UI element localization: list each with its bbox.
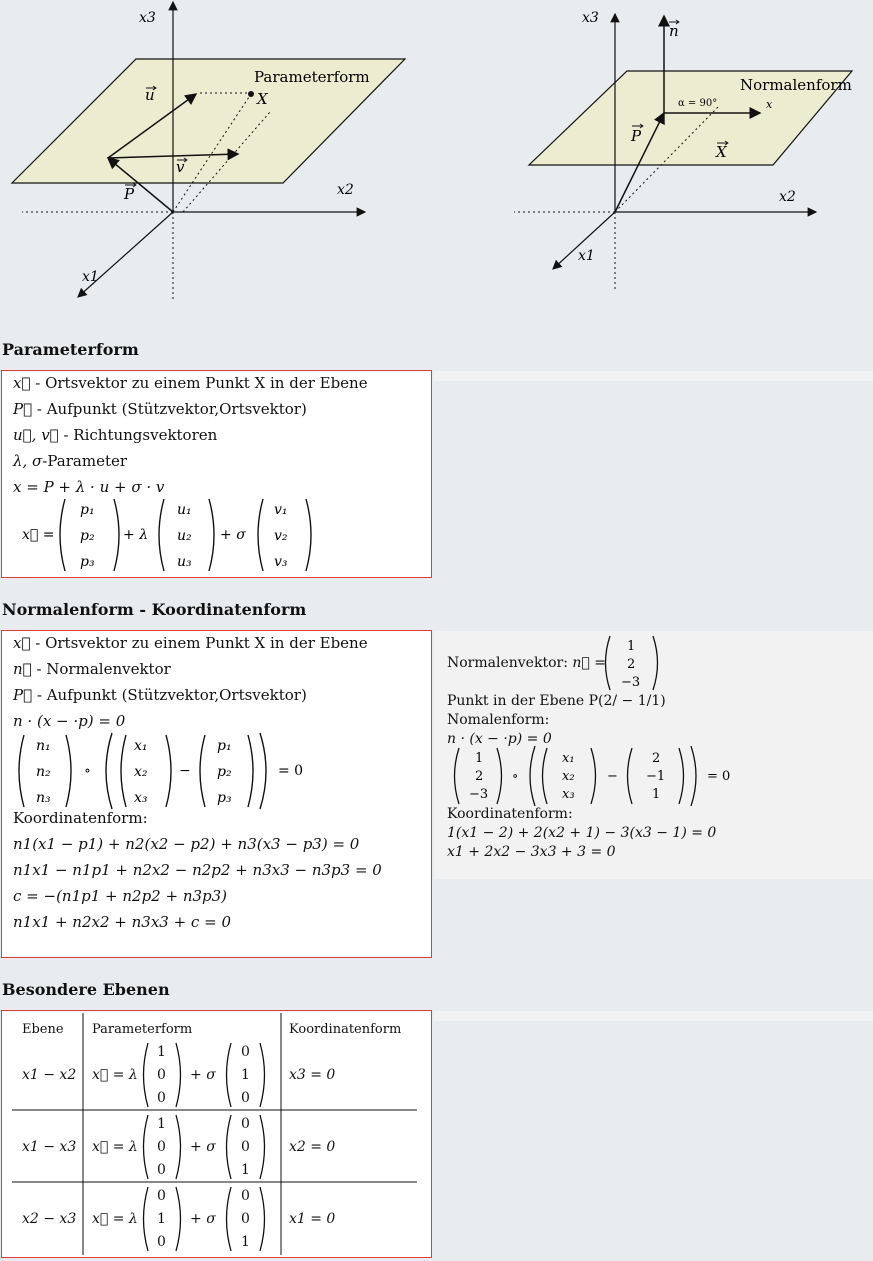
besondere-heading: Besondere Ebenen — [2, 980, 170, 999]
svg-text:−3: −3 — [621, 675, 641, 690]
svg-text:∘: ∘ — [84, 763, 91, 779]
svg-text:1: 1 — [627, 639, 636, 654]
svg-text:x⃗ = λ: x⃗ = λ — [92, 1067, 138, 1083]
svg-text:x3 = 0: x3 = 0 — [289, 1067, 336, 1083]
svg-text:x1 − x2: x1 − x2 — [22, 1067, 77, 1083]
normalenform-figure — [440, 0, 873, 314]
svg-text:x₃: x₃ — [134, 790, 148, 806]
svg-text:x₃: x₃ — [562, 787, 575, 802]
x3-label: x3 — [582, 10, 599, 26]
svg-text:p₂: p₂ — [80, 528, 95, 544]
u-label: u — [145, 86, 155, 104]
example-normal-label: Normalenvektor: n⃗ = — [447, 655, 606, 671]
svg-text:x₂: x₂ — [562, 769, 575, 784]
param-vector-equation — [12, 495, 332, 575]
x3-label: x3 — [139, 10, 156, 26]
svg-text:x1 − x3: x1 − x3 — [22, 1139, 77, 1155]
normal-equation: n · (x − ·p) = 0 — [13, 712, 126, 730]
svg-text:x⃗ = λ: x⃗ = λ — [92, 1211, 138, 1227]
svg-text:+ λ: + λ — [123, 527, 149, 543]
svg-text:1: 1 — [241, 1162, 250, 1178]
svg-text:0: 0 — [157, 1234, 166, 1250]
example-vector-equation — [447, 746, 747, 806]
svg-text:0: 0 — [241, 1116, 250, 1132]
kf-equation-2: n1x1 − n1p1 + n2x2 − n2p2 + n3x3 − n3p3 = 0 — [13, 861, 382, 879]
example-normal-vector — [598, 634, 668, 692]
svg-text:p₁: p₁ — [80, 502, 95, 518]
example-nf-label: Nomalenform: — [447, 712, 550, 728]
svg-text:v₂: v₂ — [274, 528, 288, 544]
svg-text:1: 1 — [652, 787, 661, 802]
svg-text:−: − — [179, 763, 191, 779]
x2-label: x2 — [337, 182, 354, 198]
svg-text:0: 0 — [157, 1139, 166, 1155]
svg-text:p₂: p₂ — [217, 764, 232, 780]
example-kf-eq1: 1(x1 − 2) + 2(x2 + 1) − 3(x3 − 1) = 0 — [447, 825, 717, 841]
svg-text:n₁: n₁ — [36, 738, 51, 754]
svg-text:x₁: x₁ — [562, 751, 575, 766]
kf-equation-1: n1(x1 − p1) + n2(x2 − p2) + n3(x3 − p3) = 0 — [13, 835, 360, 853]
v-label: v — [176, 158, 185, 176]
x1-label: x1 — [578, 248, 595, 264]
parameterform-figure — [0, 0, 430, 314]
example-nf-eq: n · (x − ·p) = 0 — [447, 731, 552, 747]
kf-equation-3: c = −(n1p1 + n2p2 + n3p3) — [13, 887, 228, 905]
besondere-table — [2, 1011, 431, 1257]
svg-text:0: 0 — [241, 1139, 250, 1155]
svg-text:1: 1 — [157, 1116, 166, 1132]
svg-text:0: 0 — [241, 1211, 250, 1227]
svg-text:p₃: p₃ — [217, 790, 232, 806]
svg-text:p₃: p₃ — [80, 554, 95, 570]
parameterform-heading: Parameterform — [2, 340, 139, 359]
svg-text:2: 2 — [475, 769, 484, 784]
example-kf-label: Koordinatenform: — [447, 806, 573, 822]
svg-text:+ σ: + σ — [190, 1067, 216, 1083]
svg-text:−1: −1 — [646, 769, 666, 784]
x-point-label: X — [257, 90, 268, 108]
svg-text:u₁: u₁ — [177, 502, 192, 518]
param-line-2: P⃗ - Aufpunkt (Stützvektor,Ortsvektor) — [13, 400, 307, 418]
plane-title: Normalenform — [740, 76, 852, 94]
svg-text:0: 0 — [157, 1162, 166, 1178]
normalenform-box — [1, 630, 432, 958]
x-small-label: x — [766, 98, 773, 111]
table-row — [22, 1187, 335, 1251]
x1-label: x1 — [82, 269, 99, 285]
svg-text:x2 − x3: x2 − x3 — [22, 1211, 77, 1227]
svg-text:x1 = 0: x1 = 0 — [289, 1211, 336, 1227]
n-label: n — [669, 22, 679, 40]
svg-text:x₁: x₁ — [134, 738, 148, 754]
svg-text:−: − — [607, 769, 618, 784]
svg-text:+ σ: + σ — [190, 1139, 216, 1155]
besondere-table-box — [1, 1010, 432, 1258]
svg-text:p₁: p₁ — [217, 738, 232, 754]
svg-text:x⃗ =: x⃗ = — [22, 527, 55, 543]
svg-text:n₂: n₂ — [36, 764, 51, 780]
svg-text:0: 0 — [241, 1044, 250, 1060]
svg-text:n₃: n₃ — [36, 790, 51, 806]
svg-text:v₃: v₃ — [274, 554, 288, 570]
svg-text:= 0: = 0 — [278, 763, 304, 779]
svg-text:2: 2 — [627, 657, 636, 672]
svg-text:x2 = 0: x2 = 0 — [289, 1139, 336, 1155]
svg-text:1: 1 — [475, 751, 484, 766]
svg-text:0: 0 — [157, 1090, 166, 1106]
normal-line-1: x⃗ - Ortsvektor zu einem Punkt X in der Ebene — [13, 634, 368, 652]
normalenform-heading: Normalenform - Koordinatenform — [2, 600, 307, 619]
table-row — [22, 1043, 335, 1107]
parameterform-box — [1, 370, 432, 578]
svg-text:1: 1 — [157, 1211, 166, 1227]
param-line-4: λ, σ-Parameter — [13, 452, 128, 470]
svg-text:−3: −3 — [469, 787, 489, 802]
example-kf-eq2: x1 + 2x2 − 3x3 + 3 = 0 — [447, 844, 616, 860]
svg-text:u₃: u₃ — [177, 554, 192, 570]
svg-text:0: 0 — [157, 1188, 166, 1204]
table-row — [22, 1115, 335, 1179]
koordinatenform-label: Koordinatenform: — [13, 809, 148, 827]
x2-label: x2 — [779, 189, 796, 205]
angle-label: α = 90° — [678, 98, 718, 109]
kf-equation-4: n1x1 + n2x2 + n3x3 + c = 0 — [13, 913, 231, 931]
param-equation: x = P + λ · u + σ · v — [13, 478, 165, 496]
x-vector-label: X — [716, 143, 727, 161]
svg-text:0: 0 — [241, 1188, 250, 1204]
header-ebene: Ebene — [22, 1022, 64, 1037]
svg-text:x₂: x₂ — [134, 764, 148, 780]
p-label: P — [631, 127, 642, 145]
svg-text:2: 2 — [652, 751, 661, 766]
p-label: P — [124, 185, 135, 203]
svg-text:+ σ: + σ — [190, 1211, 216, 1227]
normal-line-3: P⃗ - Aufpunkt (Stützvektor,Ortsvektor) — [13, 686, 307, 704]
svg-text:1: 1 — [157, 1044, 166, 1060]
svg-text:u₂: u₂ — [177, 528, 192, 544]
header-parameterform: Parameterform — [92, 1022, 193, 1037]
plane-title: Parameterform — [254, 68, 370, 86]
param-line-3: u⃗, v⃗ - Richtungsvektoren — [13, 426, 218, 444]
svg-text:0: 0 — [157, 1067, 166, 1083]
svg-text:1: 1 — [241, 1067, 250, 1083]
svg-text:1: 1 — [241, 1234, 250, 1250]
example-point: Punkt in der Ebene P(2/ − 1/1) — [447, 693, 666, 709]
svg-text:v₁: v₁ — [274, 502, 288, 518]
header-koordinatenform: Koordinatenform — [289, 1022, 402, 1037]
normal-line-2: n⃗ - Normalenvektor — [13, 660, 171, 678]
svg-text:0: 0 — [241, 1090, 250, 1106]
svg-text:∘: ∘ — [512, 769, 519, 784]
param-line-1: x⃗ - Ortsvektor zu einem Punkt X in der Ebene — [13, 374, 368, 392]
normal-vector-equation — [8, 731, 328, 811]
svg-text:x⃗ = λ: x⃗ = λ — [92, 1139, 138, 1155]
svg-text:= 0: = 0 — [707, 769, 731, 784]
svg-text:+ σ: + σ — [220, 527, 246, 543]
